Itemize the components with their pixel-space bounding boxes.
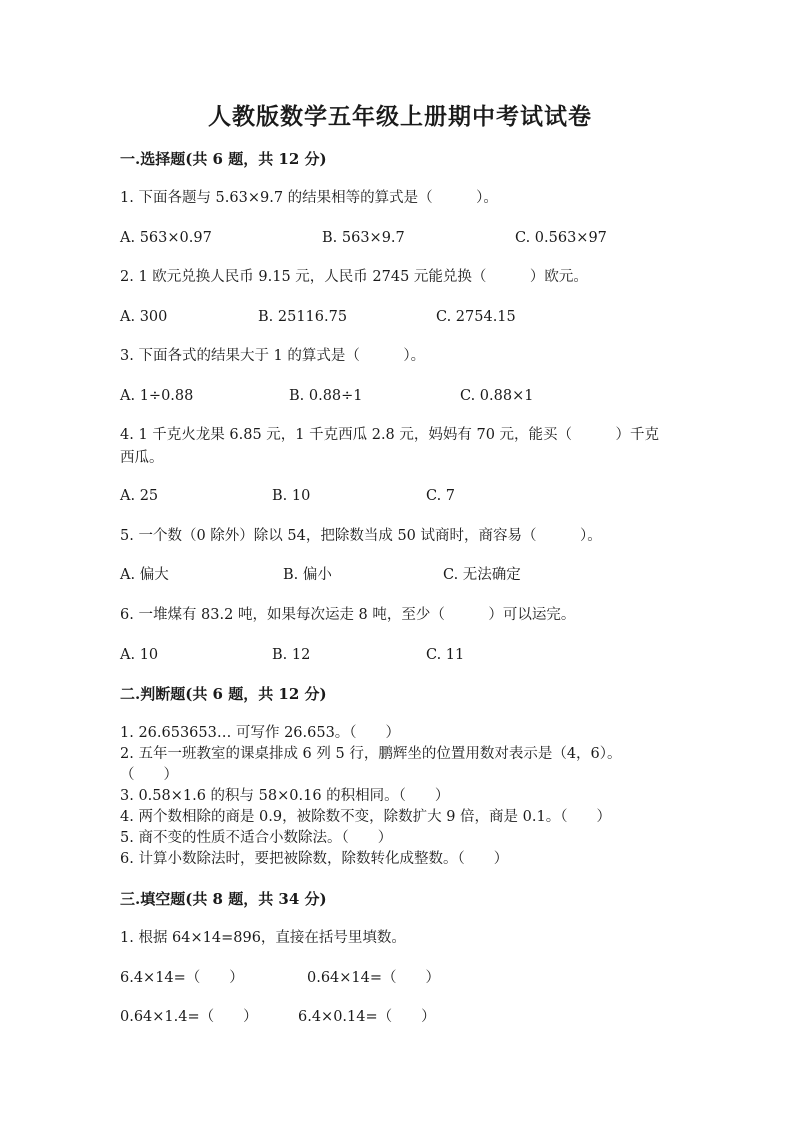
page-title: 人教版数学五年级上册期中考试试卷	[208, 103, 592, 130]
section-header-choice: 一.选择题(共 6 题，共 12 分)	[120, 150, 327, 168]
option-b: B. 偏小	[283, 567, 332, 583]
option-c: C. 0.88×1	[460, 388, 534, 404]
option-a: A. 25	[120, 488, 159, 504]
fill-blank: 0.64×1.4=（ ）	[120, 1009, 258, 1025]
question-text: 2. 1 欧元兑换人民币 9.15 元，人民币 2745 元能兑换（ ）欧元。	[120, 269, 588, 285]
option-a: A. 偏大	[120, 567, 169, 583]
section-header-judge: 二.判断题(共 6 题，共 12 分)	[120, 685, 327, 703]
judge-item: 1. 26.653653… 可写作 26.653。（ ）	[120, 725, 401, 741]
option-b: B. 12	[272, 647, 311, 663]
judge-item: 3. 0.58×1.6 的积与 58×0.16 的积相同。（ ）	[120, 788, 450, 804]
judge-item-cont: （ ）	[120, 767, 178, 783]
fill-blank: 6.4×14=（ ）	[120, 970, 244, 986]
option-c: C. 无法确定	[443, 567, 521, 583]
question-text: 4. 1 千克火龙果 6.85 元，1 千克西瓜 2.8 元，妈妈有 70 元，能买（ ）千克	[120, 427, 660, 443]
judge-item: 2. 五年一班教室的课桌排成 6 列 5 行，鹏辉坐的位置用数对表示是（4，6）。	[120, 746, 622, 762]
judge-item: 5. 商不变的性质不适合小数除法。（ ）	[120, 830, 393, 846]
option-c: C. 0.563×97	[515, 230, 607, 246]
judge-item: 4. 两个数相除的商是 0.9，被除数不变，除数扩大 9 倍，商是 0.1。（ ）	[120, 809, 611, 825]
option-a: A. 563×0.97	[120, 230, 212, 246]
question-text: 3. 下面各式的结果大于 1 的算式是（ ）。	[120, 348, 426, 364]
fill-blank: 6.4×0.14=（ ）	[298, 1009, 436, 1025]
option-a: A. 10	[120, 647, 159, 663]
section-header-fill: 三.填空题(共 8 题，共 34 分)	[120, 890, 327, 908]
question-text: 5. 一个数（0 除外）除以 54，把除数当成 50 试商时，商容易（ ）。	[120, 528, 602, 544]
question-text-cont: 西瓜。	[120, 450, 164, 466]
option-b: B. 563×9.7	[322, 230, 405, 246]
option-b: B. 0.88÷1	[289, 388, 363, 404]
question-text: 6. 一堆煤有 83.2 吨，如果每次运走 8 吨，至少（ ）可以运完。	[120, 607, 576, 623]
option-c: C. 11	[426, 647, 465, 663]
option-c: C. 7	[426, 488, 456, 504]
option-b: B. 10	[272, 488, 311, 504]
judge-item: 6. 计算小数除法时，要把被除数，除数转化成整数。（ ）	[120, 851, 509, 867]
option-a: A. 300	[120, 309, 168, 325]
option-a: A. 1÷0.88	[120, 388, 194, 404]
fill-blank: 0.64×14=（ ）	[307, 970, 441, 986]
option-b: B. 25116.75	[258, 309, 348, 325]
question-text: 1. 根据 64×14=896，直接在括号里填数。	[120, 930, 406, 946]
option-c: C. 2754.15	[436, 309, 516, 325]
question-text: 1. 下面各题与 5.63×9.7 的结果相等的算式是（ ）。	[120, 190, 498, 206]
